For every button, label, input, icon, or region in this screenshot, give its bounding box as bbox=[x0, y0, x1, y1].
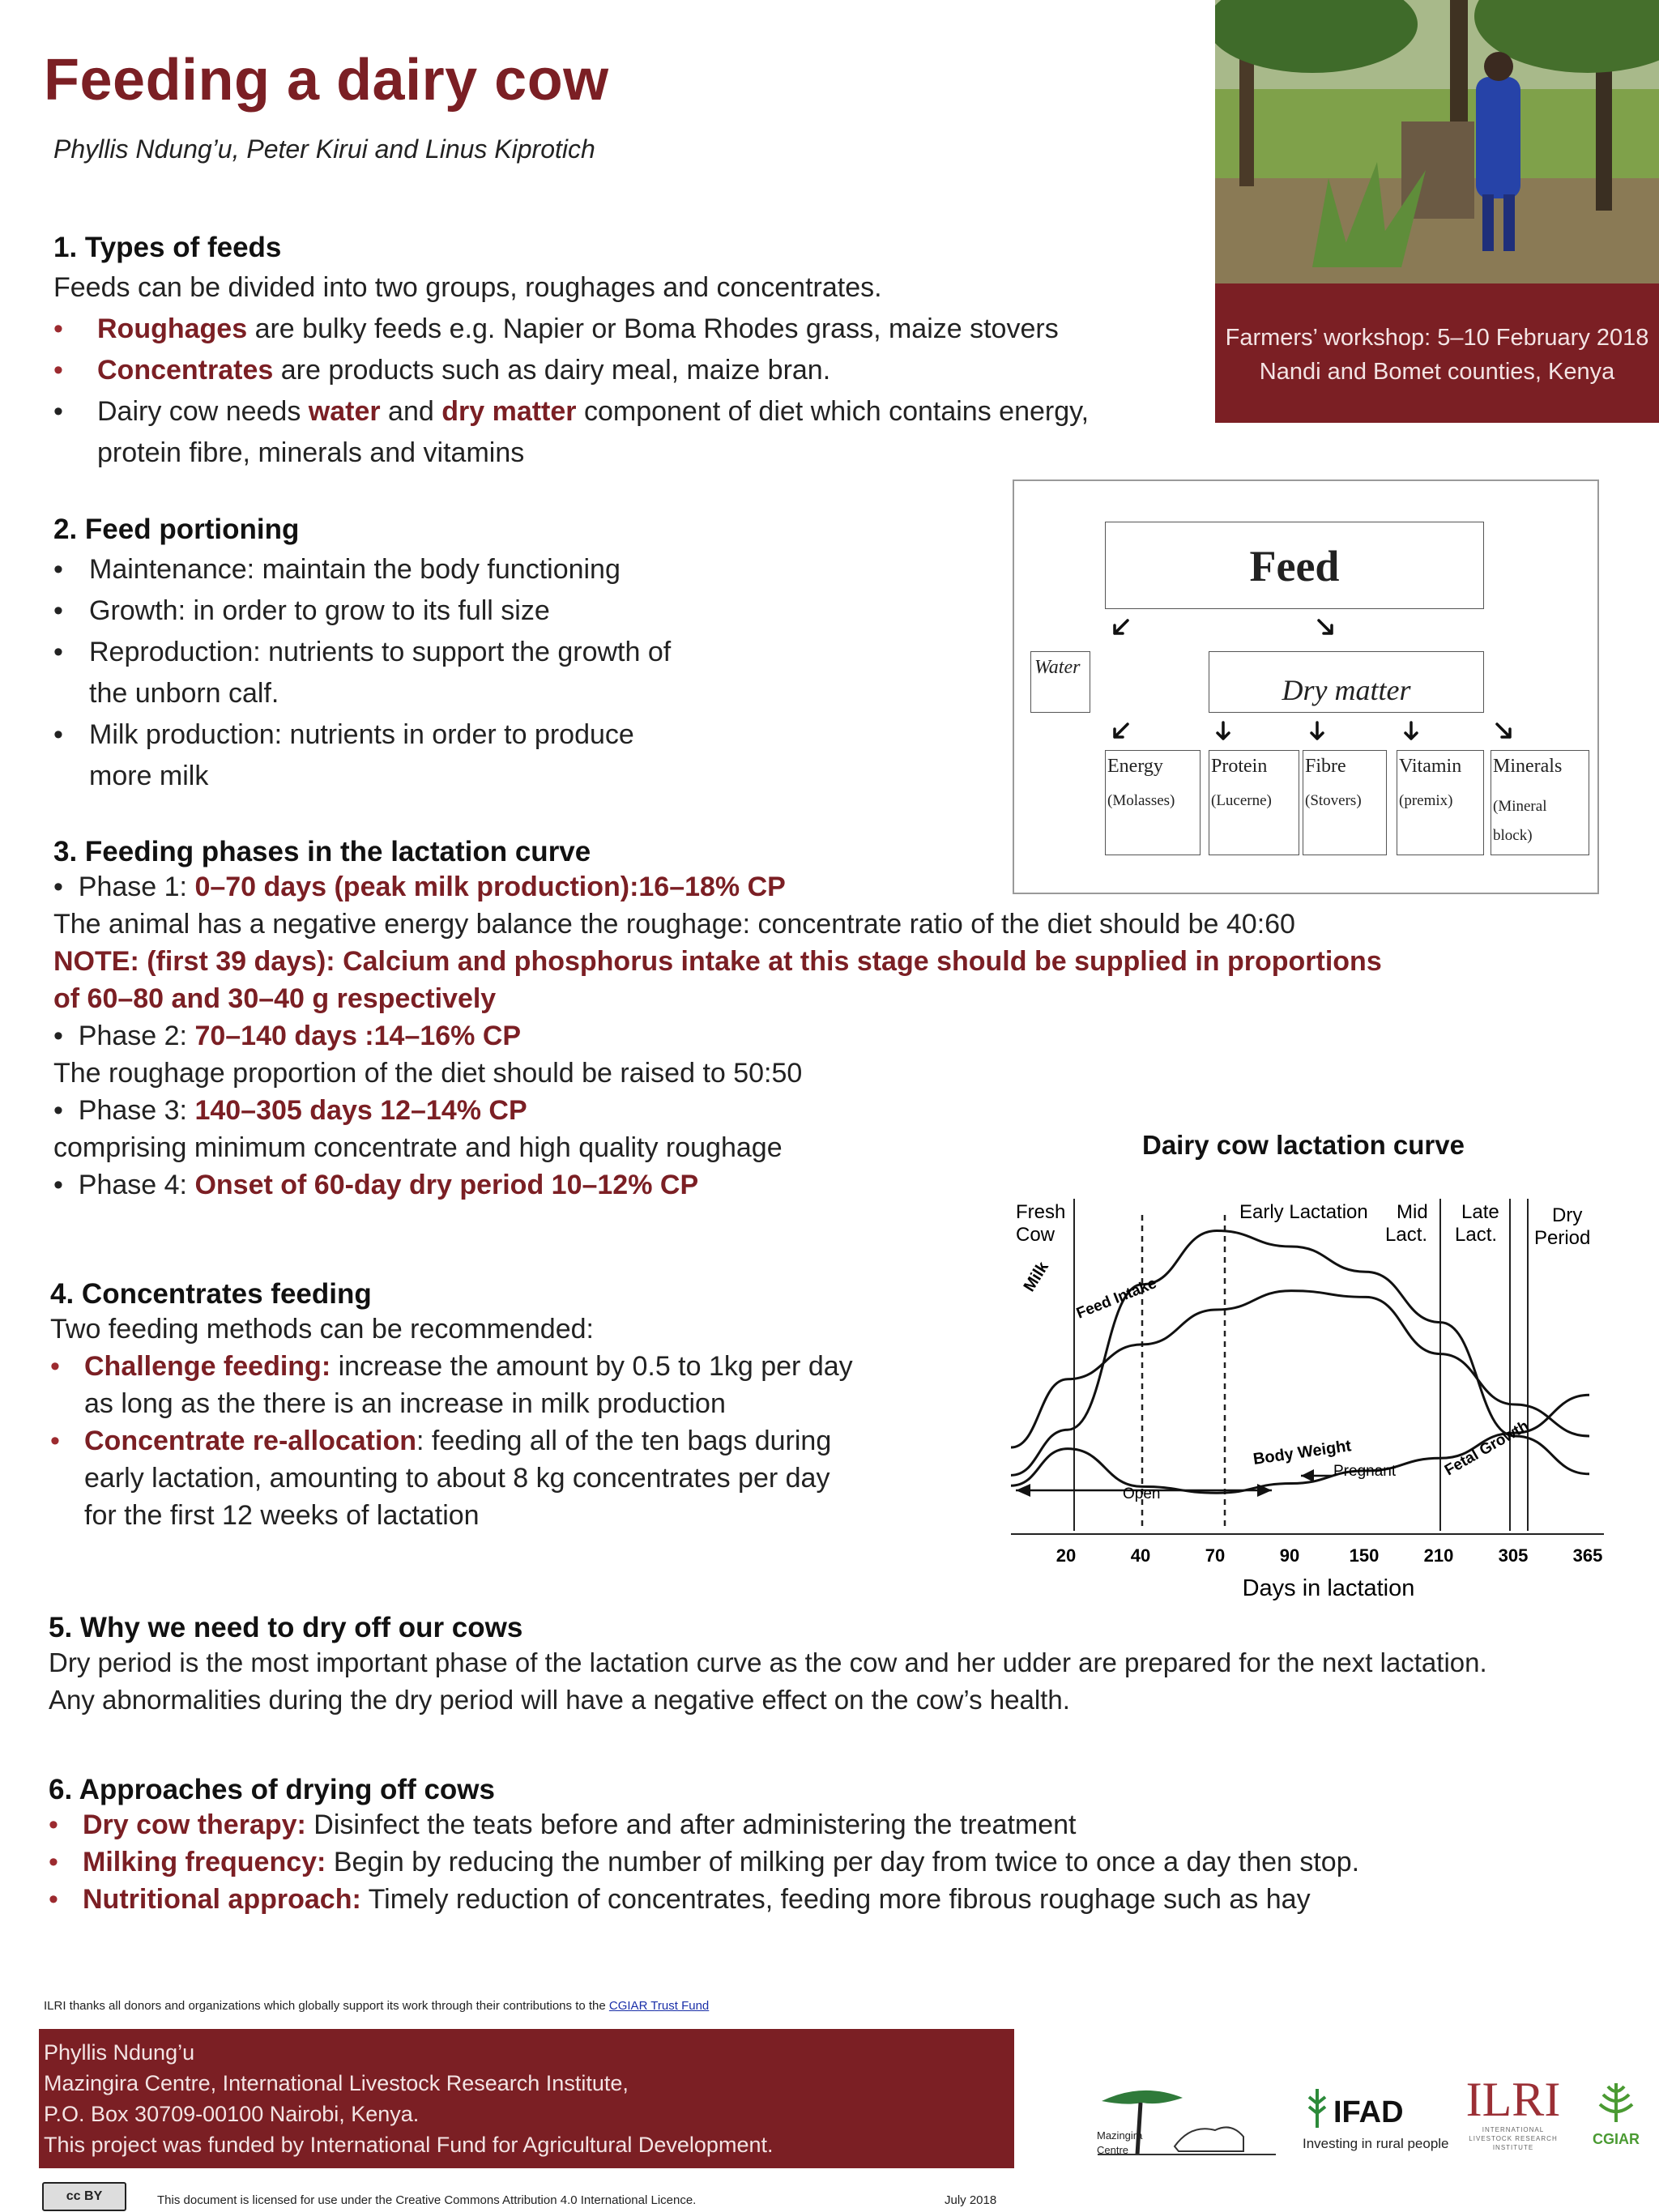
phase-3-text: comprising minimum concentrate and high quality roughage bbox=[53, 1132, 783, 1163]
annotation-label: Fetal Growth bbox=[1442, 1417, 1533, 1480]
section-concentrates-feeding bbox=[50, 1278, 957, 1534]
chart-title: Dairy cow lactation curve bbox=[1142, 1130, 1465, 1160]
x-tick-label: 70 bbox=[1205, 1545, 1226, 1566]
water-box: Water bbox=[1030, 651, 1090, 713]
cgiar-logo: CGIAR bbox=[1580, 2078, 1653, 2167]
page-title: Feeding a dairy cow bbox=[44, 48, 609, 113]
section-heading: 2. Feed portioning bbox=[53, 514, 300, 545]
phase-label: Lact. bbox=[1385, 1224, 1428, 1246]
phase-3: • Phase 3: 140–305 days 12–14% CP bbox=[53, 1095, 527, 1126]
section-text-2: Any abnormalities during the dry period will have a negative effect on the cow’s health. bbox=[49, 1685, 1070, 1715]
workshop-dates: Farmers’ workshop: 5–10 February 2018 bbox=[1225, 325, 1649, 351]
series-label: Milk bbox=[1020, 1258, 1052, 1295]
phase-1-note: NOTE: (first 39 days): Calcium and phosphorus intake at this stage should be supplied in proportions of 60–80 and 30–40 g respectively bbox=[53, 946, 1382, 1014]
x-tick-label: 305 bbox=[1498, 1545, 1529, 1566]
list-item: • Maintenance: maintain the body functioning bbox=[53, 554, 621, 585]
list-item: • Nutritional approach: Timely reduction of concentrates, feeding more fibrous roughage such as hay bbox=[49, 1884, 1311, 1915]
component-energy: Energy (Molasses) bbox=[1105, 750, 1201, 855]
workshop-location: Nandi and Bomet counties, Kenya bbox=[1259, 359, 1615, 385]
contact-org: Mazingira Centre, International Livestock Research Institute, bbox=[44, 2071, 629, 2095]
phase-label: Late bbox=[1461, 1201, 1499, 1223]
component-fibre: Fibre (Stovers) bbox=[1303, 750, 1387, 855]
list-item: • Concentrate re-allocation: feeding all of the ten bags during early lactation, amounting to about 8 kg concentrates per day for the first 12 weeks of lactation bbox=[50, 1426, 832, 1531]
phase-label: Period bbox=[1534, 1227, 1591, 1249]
phase-2-text: The roughage proportion of the diet should be raised to 50:50 bbox=[53, 1058, 803, 1089]
phase-label: Early Lactation bbox=[1239, 1201, 1368, 1223]
component-minerals: Minerals (Mineral block) bbox=[1491, 750, 1589, 855]
lactation-chart-svg bbox=[1004, 1191, 1620, 1628]
farmer-photo bbox=[1215, 0, 1659, 283]
list-item: • Dairy cow needs water and dry matter component of diet which contains energy, protein fibre, minerals and vitamins bbox=[53, 396, 1090, 468]
lactation-chart bbox=[1004, 1191, 1620, 1628]
section-intro: Feeds can be divided into two groups, roughages and concentrates. bbox=[53, 272, 882, 303]
funding-note: This project was funded by International Fund for Agricultural Development. bbox=[44, 2133, 774, 2157]
section-text-1: Dry period is the most important phase of the lactation curve as the cow and her udder are prepared for the next lactation. bbox=[49, 1647, 1487, 1677]
section-heading: 4. Concentrates feeding bbox=[50, 1278, 372, 1310]
list-item: • Reproduction: nutrients to support the growth of the unborn calf. bbox=[53, 637, 672, 709]
phase-label: Mid bbox=[1397, 1201, 1428, 1223]
contact-address: P.O. Box 30709-00100 Nairobi, Kenya. bbox=[44, 2102, 420, 2126]
dry-matter-box: Dry matter bbox=[1209, 651, 1484, 713]
date-text: July 2018 bbox=[945, 2193, 997, 2207]
phase-4: • Phase 4: Onset of 60-day dry period 10–12% CP bbox=[53, 1170, 699, 1200]
section-feed-portioning bbox=[53, 514, 985, 797]
section-heading: 3. Feeding phases in the lactation curve bbox=[53, 836, 591, 867]
section-drying-approaches bbox=[49, 1774, 1636, 1918]
section-dry-off bbox=[49, 1612, 1636, 1719]
section-intro: Two feeding methods can be recommended: bbox=[50, 1314, 594, 1345]
cc-license-badge: cc BY bbox=[42, 2182, 126, 2211]
section-heading: 5. Why we need to dry off our cows bbox=[49, 1612, 523, 1643]
list-item: • Milk production: nutrients in order to produce more milk bbox=[53, 719, 634, 791]
x-tick-label: 40 bbox=[1130, 1545, 1151, 1566]
phase-label: Fresh bbox=[1016, 1201, 1066, 1223]
contact-name: Phyllis Ndung’u bbox=[44, 2040, 195, 2065]
component-protein: Protein (Lucerne) bbox=[1209, 750, 1299, 855]
list-item: • Milking frequency: Begin by reducing the number of milking per day from twice to once a day then stop. bbox=[49, 1847, 1360, 1877]
license-text: This document is licensed for use under the Creative Commons Attribution 4.0 International Licence. bbox=[157, 2193, 697, 2207]
annotation-label: Pregnant bbox=[1333, 1463, 1397, 1480]
x-tick-label: 210 bbox=[1423, 1545, 1454, 1566]
ilri-logo: ILRI INTERNATIONAL LIVESTOCK RESEARCH INSTITUTE bbox=[1465, 2073, 1561, 2151]
thanks-line: ILRI thanks all donors and organizations which globally support its work through their contributions to the CGIAR Trust Fund bbox=[44, 1999, 710, 2013]
list-item: • Growth: in order to grow to its full size bbox=[53, 595, 550, 626]
phase-2: • Phase 2: 70–140 days :14–16% CP bbox=[53, 1021, 522, 1051]
component-vitamin: Vitamin (premix) bbox=[1397, 750, 1484, 855]
mazingira-logo: Mazingira Centre bbox=[1094, 2073, 1280, 2163]
list-item: • Concentrates are products such as dairy meal, maize bran. bbox=[53, 355, 831, 386]
series-label: Body Weight bbox=[1252, 1437, 1353, 1468]
diagram-arrows bbox=[1014, 481, 1597, 893]
section-heading: 1. Types of feeds bbox=[53, 232, 282, 263]
list-item: • Challenge feeding: increase the amount by 0.5 to 1kg per day as long as the there is an increase in milk production bbox=[50, 1351, 853, 1419]
phase-1-text: The animal has a negative energy balance the roughage: concentrate ratio of the diet should be 40:60 bbox=[53, 909, 1295, 940]
phase-1: • Phase 1: 0–70 days (peak milk production):16–18% CP bbox=[53, 872, 786, 902]
x-axis-label: Days in lactation bbox=[1242, 1575, 1415, 1601]
series-label: Feed Intake bbox=[1074, 1275, 1159, 1323]
authors: Phyllis Ndung’u, Peter Kirui and Linus Kiprotich bbox=[53, 134, 595, 164]
contact-box bbox=[39, 2029, 1014, 2168]
x-tick-label: 20 bbox=[1056, 1545, 1077, 1566]
phase-label: Cow bbox=[1016, 1224, 1056, 1246]
ifad-logo: IFAD Investing in rural people bbox=[1301, 2086, 1455, 2159]
x-tick-label: 365 bbox=[1572, 1545, 1603, 1566]
phase-label: Lact. bbox=[1455, 1224, 1498, 1246]
list-item: • Dry cow therapy: Disinfect the teats before and after administering the treatment bbox=[49, 1809, 1077, 1840]
section-heading: 6. Approaches of drying off cows bbox=[49, 1774, 495, 1805]
pregnant-arrow-head bbox=[1301, 1469, 1314, 1482]
workshop-banner bbox=[1215, 283, 1659, 423]
x-tick-label: 90 bbox=[1279, 1545, 1300, 1566]
feed-box: Feed bbox=[1105, 522, 1484, 609]
x-tick-label: 150 bbox=[1349, 1545, 1380, 1566]
list-item: • Roughages are bulky feeds e.g. Napier or Boma Rhodes grass, maize stovers bbox=[53, 313, 1059, 344]
section-types-of-feeds bbox=[53, 232, 1204, 474]
cgiar-trust-fund-link[interactable]: CGIAR Trust Fund bbox=[608, 1999, 710, 2013]
phase-label: Dry bbox=[1552, 1204, 1583, 1226]
feed-diagram bbox=[1013, 479, 1599, 894]
annotation-label: Open bbox=[1123, 1485, 1161, 1502]
